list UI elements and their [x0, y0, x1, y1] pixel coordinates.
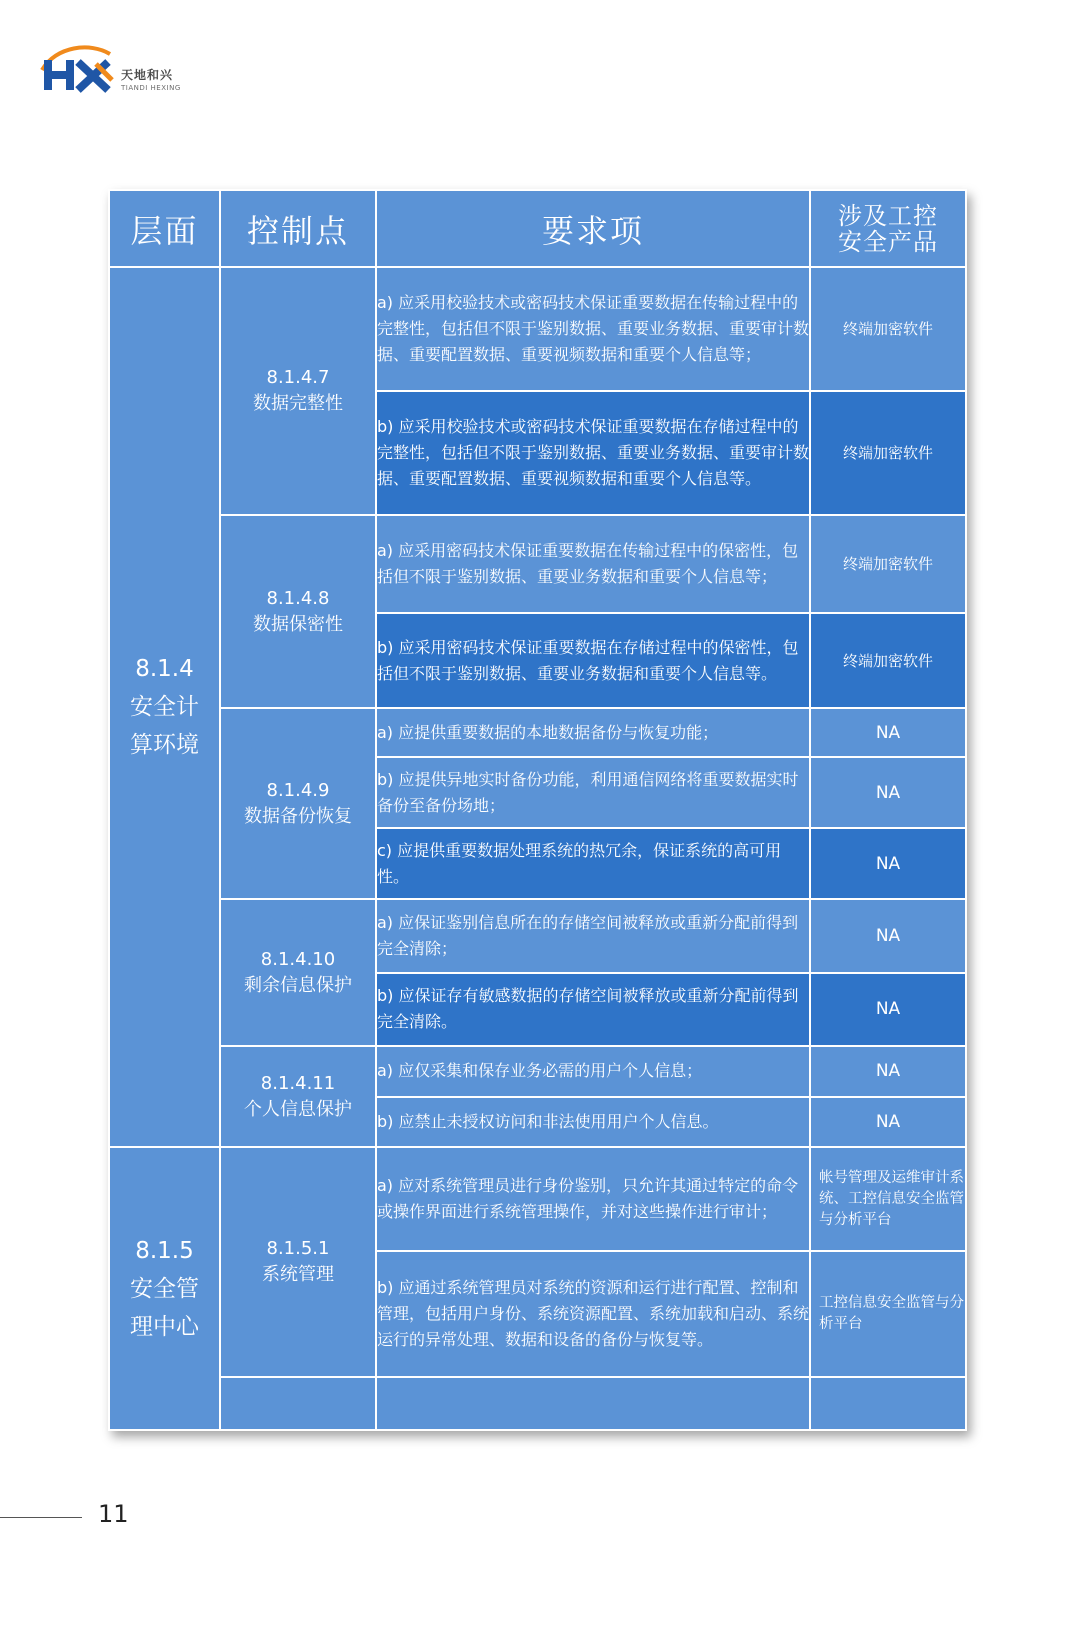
requirement-cell: a) 应提供重要数据的本地数据备份与恢复功能； [376, 708, 810, 757]
product-cell: 终端加密软件 [810, 391, 966, 515]
control-code: 8.1.4.10 [260, 948, 336, 970]
product-cell: NA [810, 757, 966, 828]
header-requirement: 要求项 [376, 190, 810, 267]
control-name: 数据备份恢复 [244, 805, 352, 827]
control-cell [220, 515, 376, 708]
product-cell: 终端加密软件 [810, 613, 966, 709]
layer-name-2: 理中心 [130, 1313, 199, 1340]
control-name: 数据完整性 [253, 393, 343, 415]
brand-name-cn: 天地和兴 [121, 68, 174, 82]
header-products-line1: 涉及工控 [838, 201, 938, 230]
product-cell: NA [810, 973, 966, 1046]
header-products [810, 190, 966, 267]
brand-logo [38, 40, 208, 100]
control-code: 8.1.5.1 [266, 1238, 330, 1260]
layer-name-2: 算环境 [130, 732, 199, 759]
table-row [109, 1147, 966, 1251]
product-cell: NA [810, 708, 966, 757]
control-name: 系统管理 [262, 1264, 334, 1286]
requirement-cell: a) 应采用校验技术或密码技术保证重要数据在传输过程中的完整性，包括但不限于鉴别数据、重要业务数据、重要审计数据、重要配置数据、重要视频数据和重要个人信息等； [376, 267, 810, 391]
layer-code: 8.1.5 [135, 1237, 194, 1264]
empty-cell [810, 1377, 966, 1430]
control-name: 剩余信息保护 [244, 974, 352, 996]
requirement-cell: b) 应采用校验技术或密码技术保证重要数据在存储过程中的完整性，包括但不限于鉴别数据、重要业务数据、重要审计数据、重要配置数据、重要视频数据和重要个人信息等。 [376, 391, 810, 515]
header-layer: 层面 [109, 190, 220, 267]
control-cell [220, 267, 376, 515]
requirement-cell: b) 应采用密码技术保证重要数据在存储过程中的保密性，包括但不限于鉴别数据、重要业务数据和重要个人信息等。 [376, 613, 810, 709]
layer-code: 8.1.4 [135, 656, 194, 683]
table-header-row [109, 190, 966, 267]
requirement-cell: b) 应禁止未授权访问和非法使用用户个人信息。 [376, 1097, 810, 1148]
product-cell: NA [810, 828, 966, 899]
layer-cell-compute [109, 267, 220, 1147]
page-number: 11 [98, 1500, 129, 1528]
empty-cell [376, 1377, 810, 1430]
control-code: 8.1.4.11 [260, 1072, 336, 1094]
control-cell [220, 899, 376, 1045]
layer-name-1: 安全计 [130, 694, 199, 721]
control-name: 个人信息保护 [244, 1098, 352, 1120]
control-cell [220, 1046, 376, 1148]
hx-logo-icon [38, 40, 120, 100]
control-code: 8.1.4.7 [266, 367, 330, 389]
control-cell [220, 1147, 376, 1377]
requirement-cell: b) 应提供异地实时备份功能，利用通信网络将重要数据实时备份至备份场地； [376, 757, 810, 828]
footer-divider [0, 1517, 82, 1518]
table-row [109, 1046, 966, 1097]
requirement-cell: a) 应仅采集和保存业务必需的用户个人信息； [376, 1046, 810, 1097]
layer-cell-management [109, 1147, 220, 1430]
control-code: 8.1.4.9 [266, 779, 330, 801]
layer-name-1: 安全管 [130, 1275, 199, 1302]
product-cell: 工控信息安全监管与分析平台 [810, 1251, 966, 1377]
product-cell: NA [810, 1046, 966, 1097]
product-cell: 帐号管理及运维审计系统、工控信息安全监管与分析平台 [810, 1147, 966, 1251]
table-row [109, 267, 966, 391]
header-control: 控制点 [220, 190, 376, 267]
product-cell: 终端加密软件 [810, 515, 966, 613]
product-cell: NA [810, 899, 966, 972]
control-code: 8.1.4.8 [266, 587, 330, 609]
product-cell: NA [810, 1097, 966, 1148]
table-row [109, 899, 966, 972]
control-name: 数据保密性 [253, 613, 343, 635]
table-row [109, 708, 966, 757]
control-cell [220, 708, 376, 899]
brand-name-en: TIANDI HEXING [121, 84, 181, 92]
product-cell: 终端加密软件 [810, 267, 966, 391]
table-row [109, 515, 966, 613]
table-row-empty [109, 1377, 966, 1430]
header-products-line2: 安全产品 [838, 227, 938, 256]
requirement-cell: a) 应对系统管理员进行身份鉴别，只允许其通过特定的命令或操作界面进行系统管理操作，并对这些操作进行审计； [376, 1147, 810, 1251]
empty-cell [220, 1377, 376, 1430]
requirement-cell: b) 应通过系统管理员对系统的资源和运行进行配置、控制和管理，包括用户身份、系统资源配置、系统加载和启动、系统运行的异常处理、数据和设备的备份与恢复等。 [376, 1251, 810, 1377]
requirement-cell: a) 应采用密码技术保证重要数据在传输过程中的保密性，包括但不限于鉴别数据、重要业务数据和重要个人信息等； [376, 515, 810, 613]
requirements-table [108, 189, 967, 1431]
requirement-cell: b) 应保证存有敏感数据的存储空间被释放或重新分配前得到完全清除。 [376, 973, 810, 1046]
requirement-cell: c) 应提供重要数据处理系统的热冗余，保证系统的高可用性。 [376, 828, 810, 899]
requirement-cell: a) 应保证鉴别信息所在的存储空间被释放或重新分配前得到完全清除； [376, 899, 810, 972]
